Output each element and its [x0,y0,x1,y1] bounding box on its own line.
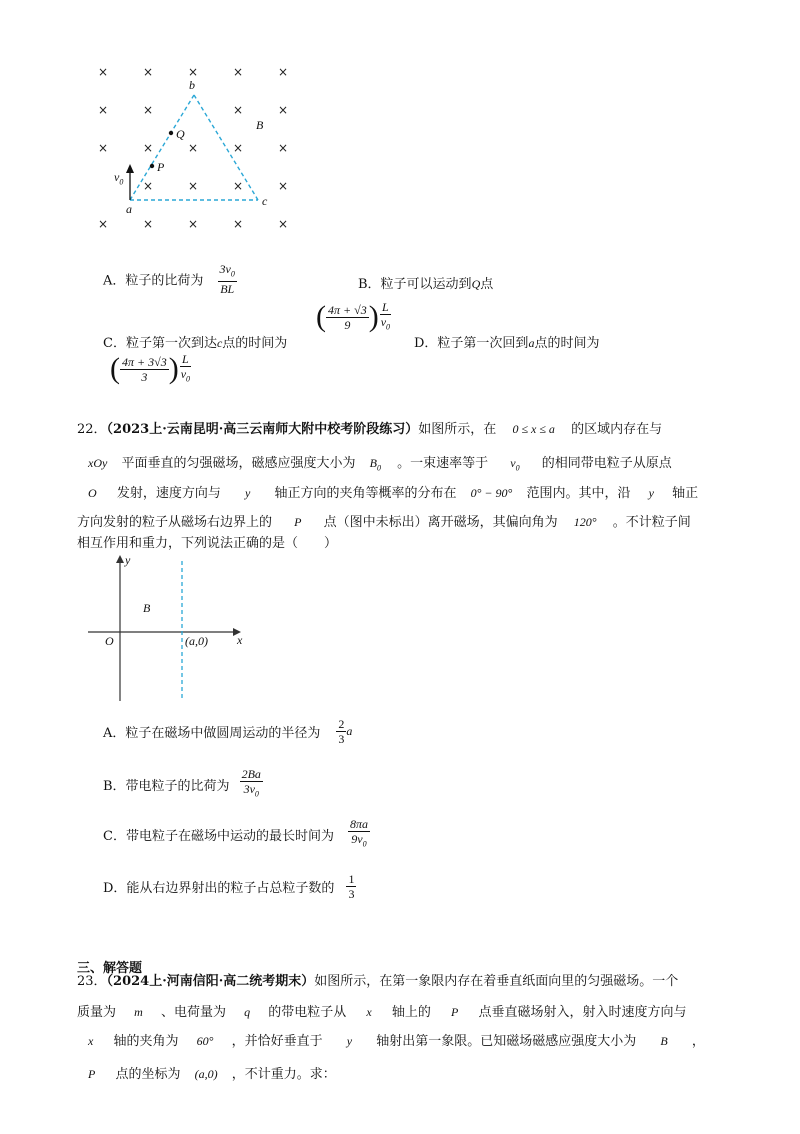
q22-option-a: A．粒子在磁场中做圆周运动的半径为 $\frac{2}{3}$ a [103,717,353,746]
q23-line2: 质量为 m 、电荷量为 q 的带电粒子从 x 轴上的 P 点垂直磁场射入，射入时速度方向与 [77,1005,687,1020]
field-cross: × [98,141,109,155]
q22-source: （2023上·云南昆明·高三云南师大附中校考阶段练习） [106,422,419,437]
field-cross: × [233,141,244,155]
field-cross: × [233,179,244,193]
field-cross: × [233,65,244,79]
field-cross: × [233,103,244,117]
label-a: a [126,202,132,216]
label-Q: Q [176,127,185,141]
q21-option-d: D．粒子第一次回到a点的时间为 [414,336,600,351]
q23-line4: P 点的坐标为 (a,0) ，不计重力。求： [88,1067,336,1082]
field-cross: × [143,141,154,155]
label-b: b [189,78,195,92]
label-B: B [256,118,264,132]
q22-line5: 相互作用和重力，下列说法正确的是（ ） [77,536,338,551]
field-cross: × [278,141,289,155]
section-title: 三、解答题 [77,961,143,976]
field-cross: × [278,103,289,117]
velocity-arrowhead [126,164,134,173]
point-P-dot [150,164,154,168]
field-cross: × [98,65,109,79]
field-label-B: B [143,601,151,615]
field-cross: × [188,217,199,231]
q23-line3: x 轴的夹角为 60° ，并恰好垂直于 y 轴射出第一象限。已知磁场磁感应强度大小为 B ， [88,1034,705,1049]
label-P: P [157,160,165,174]
triangle-side-ab [130,95,194,200]
q22-option-b: B．带电粒子的比荷为 $\frac{2Ba}{3v_0}$ [103,767,261,799]
q22-coordinate-diagram [85,553,255,703]
q22-line1: 22．（2023上·云南昆明·高三云南师大附中校考阶段练习）如图所示，在 0 ≤ x ≤ a 的区域内存在与 [77,422,663,437]
field-cross: × [143,217,154,231]
q21-option-a: A．粒子的比荷为 $\frac{3v_0}{BL}$ [103,262,235,297]
q22-option-c: C．带电粒子在磁场中运动的最长时间为 $\frac{8\pi a}{9v_0}$ [103,817,368,849]
field-cross: × [98,103,109,117]
field-cross: × [278,217,289,231]
q22-line2: xOy 平面垂直的匀强磁场，磁感应强度大小为 $B_0$ 。一束速率等于 $v_0$ 的相同带电粒子从原点 [88,456,672,473]
q21-option-b: B．粒子可以运动到Q点 [358,277,494,292]
field-cross: × [98,217,109,231]
field-cross: × [278,179,289,193]
field-cross: × [143,179,154,193]
point-Q-dot [169,131,173,135]
label-v0: $v_0$ [114,170,124,187]
axis-label-x: x [237,633,243,647]
q23-source: （2024上·河南信阳·高二统考期末） [106,974,315,989]
field-cross: × [188,179,199,193]
field-cross: × [278,65,289,79]
field-cross: × [188,141,199,155]
triangle-figure [90,60,310,240]
q22-option-d: D．能从右边界射出的粒子占总粒子数的 $\frac{1}{3}$ [103,872,355,901]
boundary-label: (a,0) [185,634,208,648]
field-cross: × [143,65,154,79]
q21-c-expression: ( $\frac{4\pi + √3}{9}$ ) $\frac{L}{v_0}$ [316,300,391,334]
q21-d-expression: ( $\frac{4\pi + 3√3}{3}$ ) $\frac{L}{v_0}$ [110,352,191,386]
field-cross: × [143,103,154,117]
q22-line3: O 发射，速度方向与 y 轴正方向的夹角等概率的分布在 0° − 90° 范围内。其中，沿 y 轴正 [88,486,699,501]
triangle-side-bc [194,95,258,200]
field-cross: × [233,217,244,231]
q22-line4: 方向发射的粒子从磁场右边界上的 P 点（图中未标出）离开磁场，其偏向角为 120° 。不计粒子间 [77,515,691,530]
q21-a-fraction: $\frac{3v_0}{BL}$ [219,262,235,297]
triangle-field-diagram [90,60,310,240]
y-axis-arrowhead [116,555,124,563]
label-c: c [262,194,268,208]
q23-line1: 23．（2024上·河南信阳·高二统考期末）如图所示，在第一象限内存在着垂直纸面向里的匀强磁场。一个 [77,974,679,989]
field-cross: × [188,65,199,79]
q22-axes [85,553,255,703]
axis-label-y: y [125,553,131,567]
origin-label: O [105,634,114,648]
